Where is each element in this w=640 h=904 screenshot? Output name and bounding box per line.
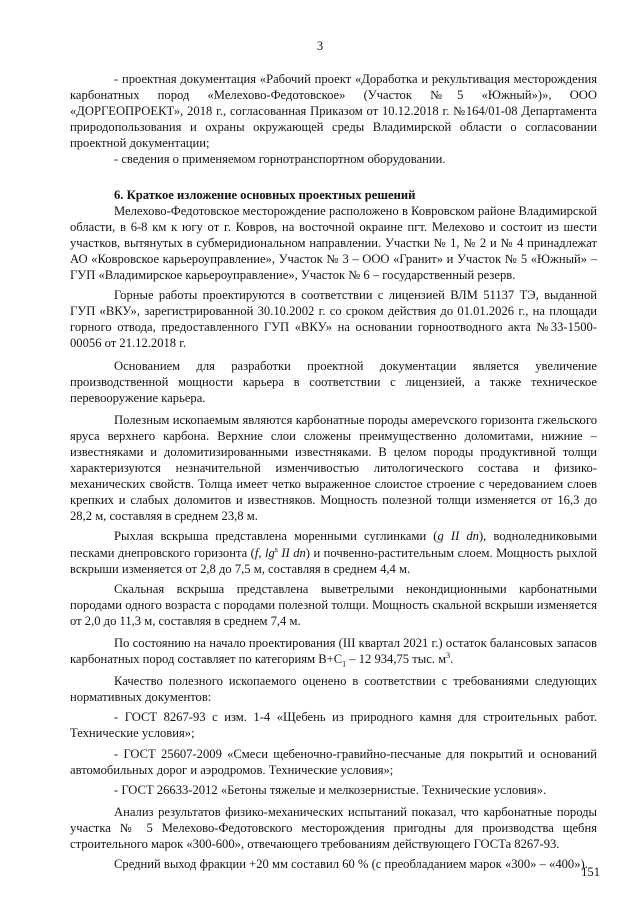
intro-item-equipment: - сведения о применяемом горнотранспортном оборудовании. [114, 152, 446, 167]
paragraph-analysis: Анализ результатов физико-механических испытаний показал, что карбонатные породы участка № 5 Мелехово-Федотовского месторождения пригодны для производства щебня строительного марок «300-600», отвечающего требованиям действующего ГОСТа 8267-93. [70, 804, 597, 852]
text-run: По состоянию на начало проектирования (III квартал 2021 г.) остаток балансовых запасов карбонатных пород составляет по категориям В+С [70, 636, 597, 667]
section-heading: 6. Краткое изложение основных проектных решений [114, 187, 416, 202]
paragraph-yield: Средний выход фракции +20 мм составил 60 % (с преобладанием марок «300» – «400»). [114, 857, 588, 872]
paragraph-mineral: Полезным ископаемым являются карбонатные породы амерevского горизонта гжельского яруса верхнего карбона. Верхние слои сложены преимущественно доломитами, нижние – известняками и доломитизированными известняками. В целом породы продуктивной толщи характеризуются незначительной изменчивостью литологического состава и физико-механических свойств. Толща имеет четко выраженное слоистое строение с чередованием слоев крепких и слабых доломитов и известняков. Мощность полезной толщи изменяется от 16,3 до 28,2 м, составляя в среднем 23,8 м. [70, 412, 597, 524]
page-content [70, 71, 597, 872]
unit-superscript: 3 [446, 650, 451, 660]
list-item-gost-26633: - ГОСТ 26633-2012 «Бетоны тяжелые и мелкозернистые. Технические условия». [114, 782, 547, 797]
list-item-gost-8267: - ГОСТ 8267-93 с изм. 1-4 «Щебень из природного камня для строительных работ. Технические условия»; [70, 710, 597, 741]
list-item-gost-25607: - ГОСТ 25607-2009 «Смеси щебеночно-гравийно-песчаные для покрытий и оснований автомобильных дорог и аэродромов. Технические условия»; [70, 746, 597, 777]
paragraph-license: Горные работы проектируются в соответствии с лицензией ВЛМ 51137 ТЭ, выданной ГУП «ВКУ», зарегистрированной 30.10.2002 г. со сроком действия до 01.01.2026 г., на площади горного отвода, предоставленного ГУП «ВКУ» на основании горноотводного акта №33-1500-00056 от 21.12.2018 г. [70, 288, 597, 351]
text-run: ) и почвенно-растительным слоем. Мощность рыхлой вскрыши изменяется от 2,8 до 7,5 м, составляя в среднем 4,4 м. [70, 545, 597, 576]
paragraph-loose-overburden [70, 528, 597, 576]
geo-index: f, lg [254, 545, 275, 560]
geo-index-sup: s [274, 544, 278, 554]
paragraph-rock-overburden: Скальная вскрыша представлена выветрелыми некондиционными карбонатными породами одного возраста с породами полезной толщи. Мощность скальной вскрыши изменяется от 2,0 до 11,3 м, составляя в среднем 7,4 м. [70, 581, 597, 628]
page-number-bottom: 151 [581, 865, 600, 879]
paragraph-quality: Качество полезного ископаемого оценено в соответствии с требованиями следующих нормативных документов: [70, 674, 597, 705]
page-number-top: 3 [316, 39, 324, 53]
geo-index: II dn [277, 545, 306, 560]
text-run: Рыхлая вскрыша представлена моренными суглинками ( [114, 529, 438, 544]
text-run: . [450, 652, 454, 667]
category-subscript: 1 [342, 659, 347, 669]
geo-index: g II dn [437, 529, 479, 544]
text-run: ), водноледниковыми песками днепровского горизонта ( [70, 529, 597, 560]
paragraph-basis: Основанием для разработки проектной документации является увеличение производственной мощности карьера в соответствии с лицензией, а также техническое перевооружение карьера. [70, 358, 597, 405]
intro-item-project-docs: - проектная документация «Рабочий проект «Доработка и рекультивация месторождения карбонатных пород «Мелехово-Федотовское» (Участок №5 «Южный»)», ООО «ДОРГЕОПРОЕКТ», 2018 г., согласованная Приказом от 10.12.2018 г. №164/01-08 Департамента природопользования и охраны окружающей среды Владимирской области о согласовании проектной документации; [70, 72, 597, 151]
paragraph-reserves [70, 635, 597, 667]
text-run: – 12 934,75 тыс. м [346, 652, 447, 667]
paragraph-location: Мелехово-Федотовское месторождение расположено в Ковровском районе Владимирской области, в 6-8 км к югу от г. Ковров, на восточной окраине пгт. Мелехово и состоит из шести участков, вытянутых в субмеридиональном направлении. Участки № 1, № 2 и № 4 принадлежат АО «Ковровское карьероуправление», Участок № 3 – ООО «Гранит» и Участок № 5 «Южный» – ГУП «Владимирское карьероуправление», Участок № 6 – государственный резерв. [70, 203, 597, 283]
